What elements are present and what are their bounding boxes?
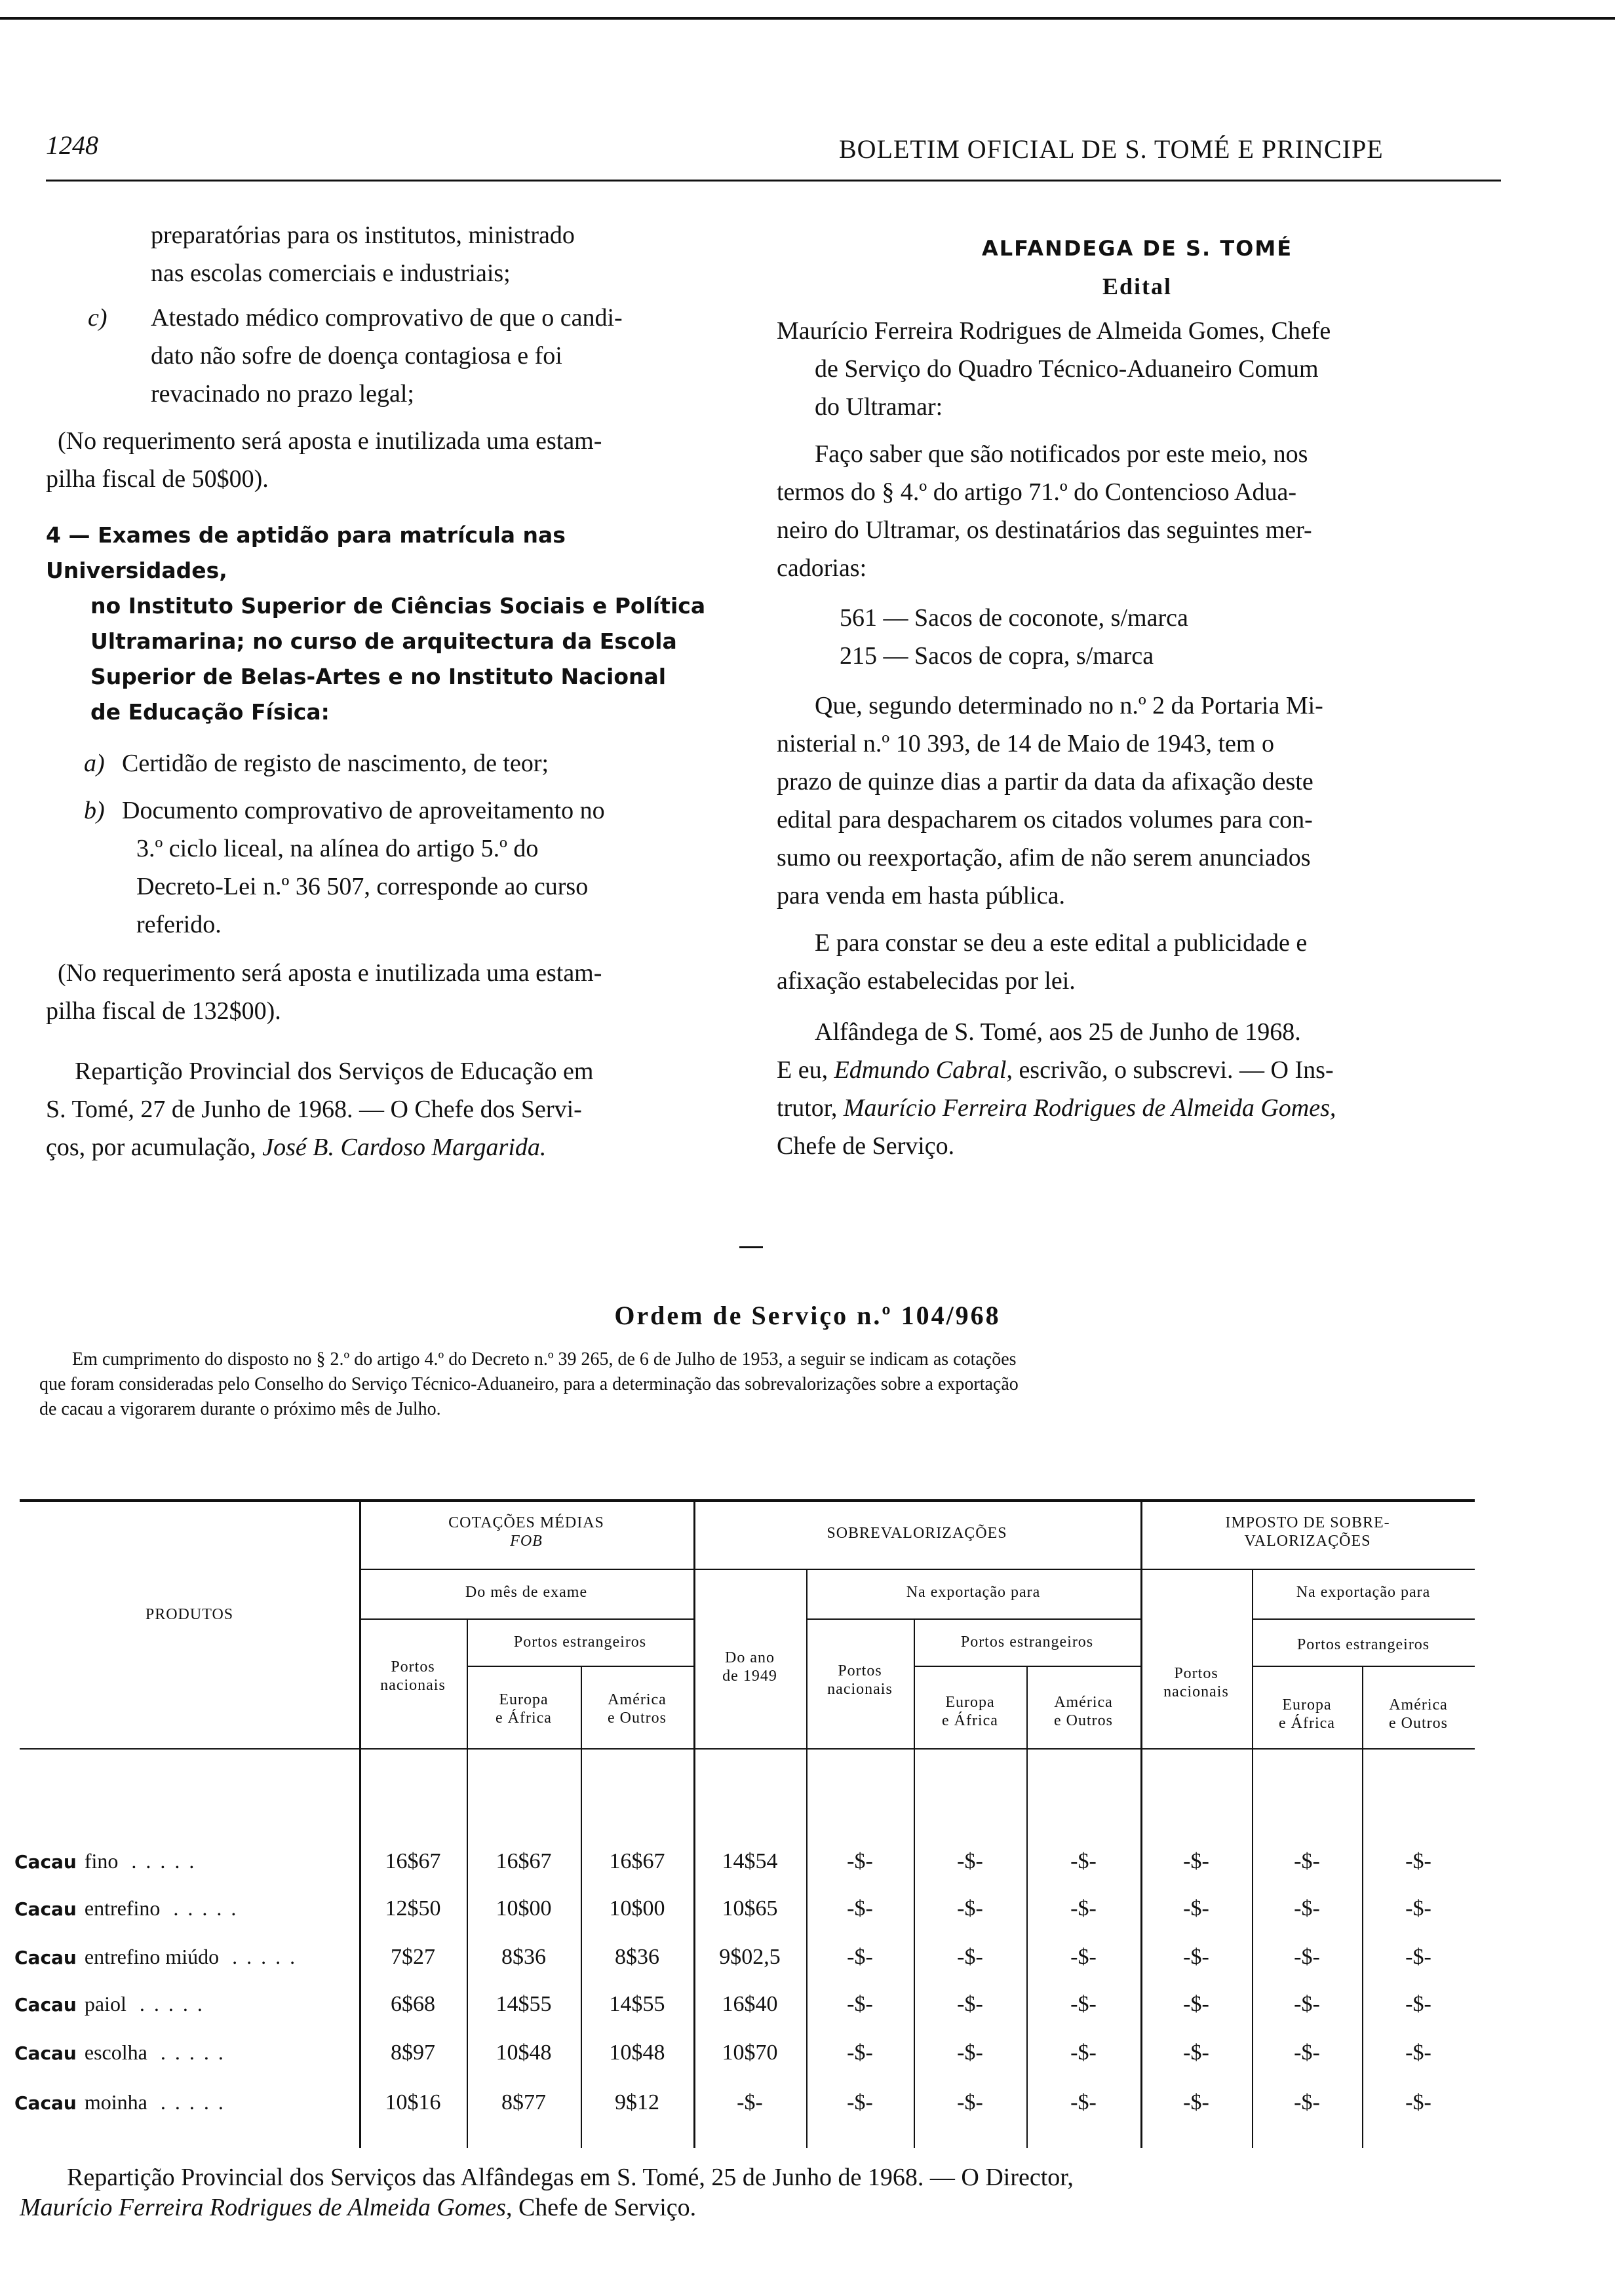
table-cell: -$- [1294,1896,1320,1921]
signature-line: Repartição Provincial dos Serviços de Educação em [75,1058,594,1085]
table-cell: 10$16 [385,2090,441,2114]
header-imposto-line: IMPOSTO DE SOBRE- [1225,1514,1390,1531]
item-b-label: b) [84,797,105,824]
table-cell: -$- [1183,2090,1209,2114]
table-rule [359,1618,693,1620]
footer-plain: , Chefe de Serviço. [505,2194,697,2221]
product-variety: fino [84,1849,119,1873]
header-do-mes: Do mês de exame [465,1584,588,1601]
header-sobrevalorizacoes: SOBREVALORIZAÇÕES [827,1525,1007,1542]
table-row [0,1945,1615,1984]
header-portos-nacionais [1140,1664,1252,1701]
product-name [14,1945,304,1969]
product-variety: escolha [84,2040,147,2064]
product-prefix: Cacau [14,1947,77,1968]
order-title: Ordem de Serviço n.º 104/968 [614,1301,1001,1330]
paragraph-line: prazo de quinze dias a partir da data da afixação deste [777,768,1313,795]
leader-dots: ..... [131,1849,204,1873]
product-prefix: Cacau [14,2092,77,2114]
section-4-line: de Educação Física: [90,699,330,725]
table-cell: -$- [1405,2040,1431,2065]
header-na-exportacao: Na exportação para [906,1584,1041,1601]
table-cell: 7$27 [391,1945,435,1969]
table-cell: 10$00 [496,1896,552,1921]
table-cell: -$- [1405,2090,1431,2114]
table-cell: -$- [1294,2040,1320,2065]
item-a-text: Certidão de registo de nascimento, de teor; [122,750,549,777]
instructor-name: Maurício Ferreira Rodrigues de Almeida Gomes, [843,1094,1336,1122]
table-cell: 10$48 [496,2040,552,2065]
table-row [0,1849,1615,1888]
paragraph-line: termos do § 4.º do artigo 71.º do Contencioso Adua- [777,478,1296,506]
table-row [0,2090,1615,2130]
header-line: Europa [945,1694,995,1711]
header-line: Portos [838,1662,882,1679]
header-line: nacionais [827,1681,893,1698]
leader-dots: ..... [160,2090,233,2114]
paragraph-line: afixação estabelecidas por lei. [777,967,1076,995]
closing-plain: , escrivão, o subscrevi. — O Ins- [1006,1056,1334,1084]
product-prefix: Cacau [14,1851,77,1873]
table-cell: -$- [847,1896,873,1921]
goods-item: 561 — Sacos de coconote, s/marca [840,604,1188,632]
table-cell: 12$50 [385,1896,441,1921]
order-intro-line: de cacau a vigorarem durante o próximo mês de Julho. [39,1399,441,1419]
paragraph-line: sumo ou reexportação, afim de não serem anunciados [777,844,1311,871]
table-cell: -$- [1183,1896,1209,1921]
product-prefix: Cacau [14,2042,77,2064]
header-portos-nacionais [359,1658,467,1694]
header-cotacoes [359,1514,693,1550]
item-b-line: Documento comprovativo de aproveitamento no [122,797,605,824]
header-line: nacionais [380,1677,446,1694]
paragraph-line: para venda em hasta pública. [777,882,1065,909]
table-cell: -$- [957,1992,983,2016]
order-intro-line: Em cumprimento do disposto no § 2.º do artigo 4.º do Decreto n.º 39 265, de 6 de Julho de 1953, a seguir se indicam as cotações [72,1349,1017,1369]
product-variety: moinha [84,2090,147,2114]
product-name [14,2090,233,2114]
table-cell: 16$67 [385,1849,441,1873]
order-footer [20,2162,1527,2223]
table-cell: -$- [957,2090,983,2114]
table-cell: -$- [1070,2090,1097,2114]
header-portos-estrangeiros: Portos estrangeiros [960,1634,1094,1651]
header-line: de 1949 [722,1668,777,1685]
section-4-line: 4 — Exames de aptidão para matrícula nas Universidades, [46,522,566,583]
header-america [1362,1696,1475,1732]
header-line: Do ano [725,1649,775,1666]
table-cell: -$- [1183,1945,1209,1969]
table-cell: -$- [737,2090,763,2114]
table-cell: 14$55 [496,1992,552,2016]
header-portos-estrangeiros: Portos estrangeiros [1296,1636,1430,1653]
table-cell: -$- [1405,1849,1431,1873]
table-cell: -$- [1183,1849,1209,1873]
section-4-line: Superior de Belas-Artes e no Instituto Nacional [90,664,667,689]
intro-line: de Serviço do Quadro Técnico-Aduaneiro Comum [815,355,1319,383]
table-cell: -$- [1070,2040,1097,2065]
header-line: América [1389,1696,1448,1713]
table-cell: 14$54 [722,1849,778,1873]
table-cell: -$- [1070,1945,1097,1969]
table-cell: -$- [1070,1849,1097,1873]
header-imposto-line: VALORIZAÇÕES [1244,1533,1371,1550]
item-c-line: revacinado no prazo legal; [151,380,414,408]
table-row [0,1896,1615,1936]
header-line: Europa [1282,1696,1332,1713]
table-cell: -$- [1183,2040,1209,2065]
table-cell: 8$36 [501,1945,546,1969]
item-c-line: Atestado médico comprovativo de que o candi- [151,304,623,332]
note-line: pilha fiscal de 132$00). [46,997,281,1025]
product-name [14,1896,245,1921]
product-variety: paiol [84,1992,126,2016]
product-prefix: Cacau [14,1898,77,1920]
header-line: e Outros [1389,1715,1448,1732]
director-name: Maurício Ferreira Rodrigues de Almeida Gomes [20,2194,506,2221]
intro-line: do Ultramar: [815,393,943,421]
table-cell: 10$65 [722,1896,778,1921]
header-na-exportacao-imposto: Na exportação para [1296,1584,1431,1601]
table-cell: 16$67 [496,1849,552,1873]
paragraph-line: nisterial n.º 10 393, de 14 de Maio de 1943, tem o [777,730,1274,757]
paragraph-line: Que, segundo determinado no n.º 2 da Portaria Mi- [815,692,1323,719]
table-rule [806,1618,1140,1620]
table-rule [1252,1618,1475,1620]
note-line: (No requerimento será aposta e inutilizada uma estam- [58,959,602,987]
table-cell: -$- [1070,1896,1097,1921]
closing-line: Chefe de Serviço. [777,1132,955,1160]
product-variety: entrefino miúdo [84,1945,220,1968]
edital-subheading: Edital [1102,273,1173,299]
table-cell: 14$55 [609,1992,665,2016]
table-cell: 16$40 [722,1992,778,2016]
product-variety: entrefino [84,1896,161,1920]
header-do-ano [693,1649,806,1685]
table-cell: -$- [1183,1992,1209,2016]
header-line: Portos [391,1658,435,1675]
paragraph-line: E para constar se deu a este edital a publicidade e [815,929,1308,957]
header-line: e África [496,1710,552,1727]
header-line: América [1054,1694,1113,1711]
header-fob: FOB [510,1533,543,1550]
item-c-label: c) [88,304,107,332]
header-america [581,1691,693,1727]
paragraph-line: edital para despacharem os citados volumes para con- [777,806,1313,833]
closing-plain: E eu, [777,1056,834,1084]
header-line: e Outros [608,1710,667,1727]
table-cell: 10$48 [609,2040,665,2065]
section-4-line: Ultramarina; no curso de arquitectura da Escola [90,628,677,654]
header-cotacoes-label: COTAÇÕES MÉDIAS [448,1514,604,1531]
table-cell: -$- [957,2040,983,2065]
header-line: e África [1279,1715,1335,1732]
table-cell: -$- [957,1945,983,1969]
product-name [14,1992,212,2016]
table-row [0,1992,1615,2031]
leader-dots: ..... [139,1992,212,2016]
signature-name: José B. Cardoso Margarida. [262,1134,547,1161]
table-cell: -$- [1294,2090,1320,2114]
header-line: e Outros [1054,1712,1113,1729]
note-line: pilha fiscal de 50$00). [46,465,269,493]
header-line: e África [942,1712,998,1729]
leader-dots: ..... [173,1896,246,1920]
order-intro-line: que foram consideradas pelo Conselho do Serviço Técnico-Aduaneiro, para a determinação das sobrevalorizações sobre a exportação [39,1374,1019,1394]
table-rule [467,1666,693,1667]
table-cell: 8$77 [501,2090,546,2114]
table-cell: -$- [847,1945,873,1969]
order-footer-line: Repartição Provincial dos Serviços das Alfândegas em S. Tomé, 25 de Junho de 1968. — O Director, [67,2164,1074,2191]
table-cell: -$- [957,1849,983,1873]
table-cell: 9$12 [615,2090,659,2114]
header-america [1026,1693,1140,1730]
page-number: 1248 [46,130,98,160]
item-b-line: Decreto-Lei n.º 36 507, corresponde ao curso [136,873,589,900]
paragraph-line: neiro do Ultramar, os destinatários das seguintes mer- [777,516,1312,544]
header-line: América [608,1691,667,1708]
paragraph-line: cadorias: [777,554,867,582]
table-top-rule [20,1499,1475,1502]
note-line: (No requerimento será aposta e inutilizada uma estam- [58,427,602,455]
table-cell: 10$00 [609,1896,665,1921]
clerk-name: Edmundo Cabral [834,1056,1007,1084]
table-cell: -$- [847,2090,873,2114]
header-line: nacionais [1163,1683,1229,1700]
item-c-line: dato não sofre de doença contagiosa e foi [151,342,562,370]
item-a-label: a) [84,750,105,777]
signature-line: S. Tomé, 27 de Junho de 1968. — O Chefe dos Servi- [46,1096,582,1123]
table-cell: -$- [957,1896,983,1921]
table-cell: -$- [1294,1849,1320,1873]
closing-line: Alfândega de S. Tomé, aos 25 de Junho de 1968. [815,1018,1301,1046]
item-b-line: referido. [136,911,222,938]
item-b-line: 3.º ciclo liceal, na alínea do artigo 5.º do [136,835,539,862]
goods-item: 215 — Sacos de copra, s/marca [840,642,1154,670]
table-cell: 8$36 [615,1945,659,1969]
header-portos-estrangeiros: Portos estrangeiros [513,1634,647,1651]
leader-dots: ..... [232,1945,305,1968]
header-portos-nacionais [806,1662,914,1698]
table-cell: -$- [847,1849,873,1873]
product-name [14,2040,233,2065]
table-cell: -$- [847,1992,873,2016]
header-imposto [1140,1514,1475,1550]
table-rule [1252,1666,1475,1667]
table-cell: 16$67 [609,1849,665,1873]
publication-title: BOLETIM OFICIAL DE S. TOMÉ E PRINCIPE [839,134,1384,164]
continued-text-line: nas escolas comerciais e industriais; [151,259,511,287]
header-europa [914,1693,1026,1730]
product-name [14,1849,203,1873]
leader-dots: ..... [160,2040,233,2064]
table-row [0,2040,1615,2080]
table-cell: 9$02,5 [719,1945,781,1969]
customs-heading: ALFANDEGA DE S. TOMÉ [981,236,1293,261]
table-cell: -$- [1405,1992,1431,2016]
header-line: Europa [499,1691,549,1708]
intro-line: Maurício Ferreira Rodrigues de Almeida Gomes, Chefe [777,317,1331,345]
table-cell: -$- [1294,1945,1320,1969]
table-cell: -$- [1405,1945,1431,1969]
table-cell: 8$97 [391,2040,435,2065]
paragraph-line: Faço saber que são notificados por este meio, nos [815,440,1308,468]
table-cell: -$- [847,2040,873,2065]
header-produtos: PRODUTOS [145,1606,234,1623]
section-4-line: no Instituto Superior de Ciências Sociais e Política [90,593,706,619]
table-rule [359,1569,1475,1570]
table-cell: -$- [1070,1992,1097,2016]
table-header-bottom-rule [20,1748,1475,1750]
header-europa [1252,1696,1362,1732]
continued-text-line: preparatórias para os institutos, ministrado [151,221,575,249]
closing-plain: trutor, [777,1094,844,1122]
header-line: Portos [1174,1665,1218,1682]
order-footer-line [20,2192,1527,2223]
table-cell: 6$68 [391,1992,435,2016]
table-cell: -$- [1294,1992,1320,2016]
table-cell: -$- [1405,1896,1431,1921]
table-cell: 10$70 [722,2040,778,2065]
header-europa [467,1691,581,1727]
product-prefix: Cacau [14,1994,77,2016]
signature-plain: ços, por acumulação, [46,1134,263,1161]
